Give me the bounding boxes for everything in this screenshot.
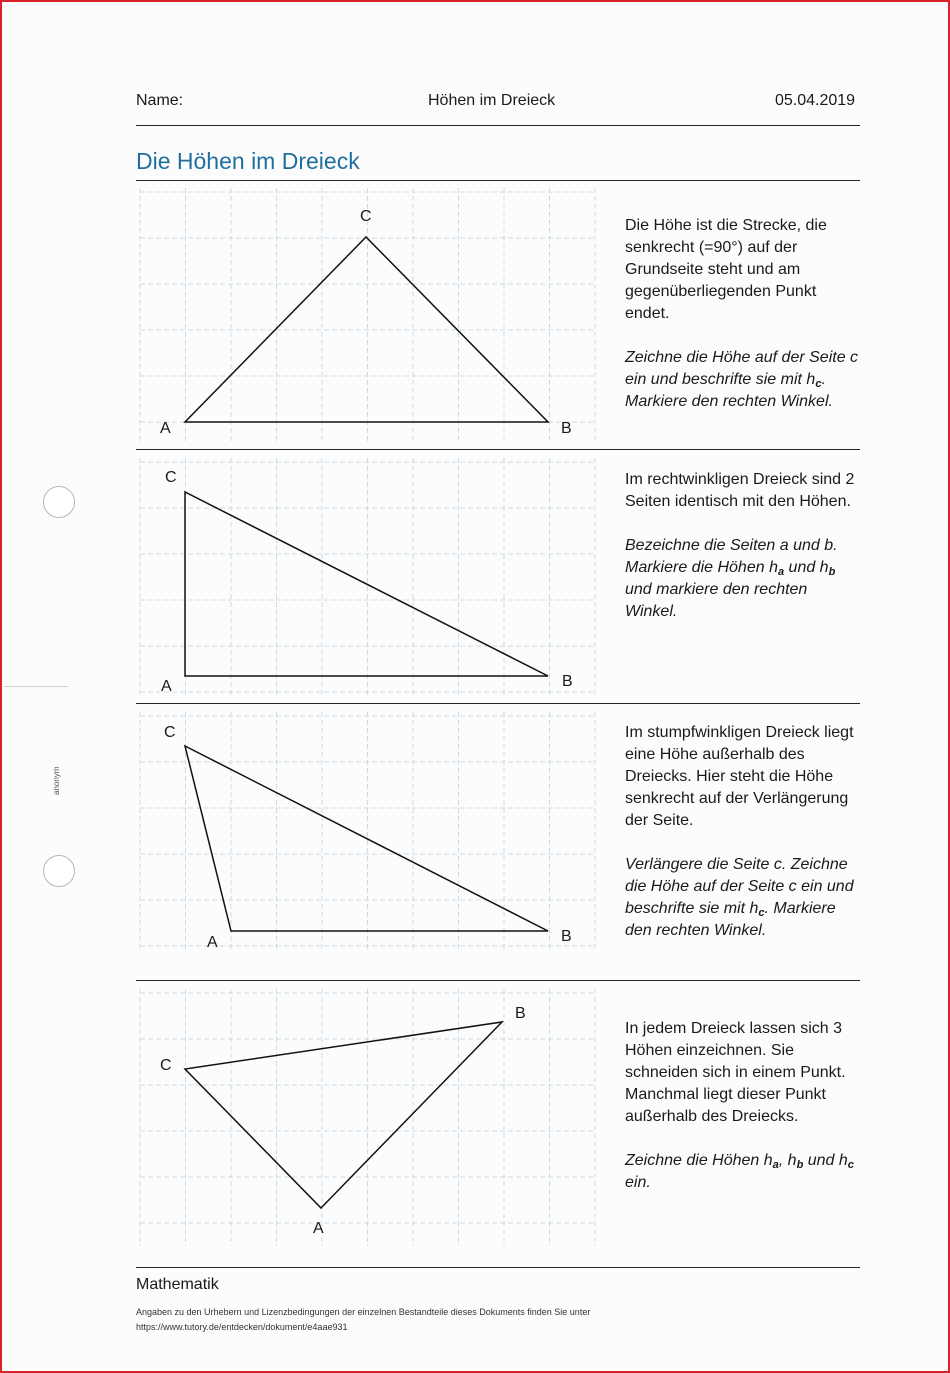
section-4-text: In jedem Dreieck lassen sich 3 Höhen einzeichnen. Sie schneiden sich in einem Punkt. Manchmal liegt dieser Punkt außerhalb des Dreiecks.	[625, 1020, 846, 1125]
header-subject-title: Höhen im Dreieck	[428, 92, 556, 109]
name-label: Name:	[136, 92, 184, 109]
section-2-text: Im rechtwinkligen Dreieck sind 2 Seiten identisch mit den Höhen.	[625, 471, 855, 510]
right-triangle-figure	[136, 454, 596, 700]
vertex-c-label: C	[160, 1057, 172, 1074]
punch-hole-top	[43, 486, 75, 518]
grid-section-3	[140, 712, 596, 950]
section-2-instruction: Bezeichne die Seiten a und b. Markiere die Höhen $h_a$ und $h_b$ und markiere den rechten Winkel.	[625, 537, 838, 620]
section-divider-2	[136, 703, 860, 704]
header-date: 05.04.2019	[775, 92, 856, 109]
footer-license-note	[136, 1305, 836, 1335]
section-1-instruction: Zeichne die Höhe auf der Seite c ein und beschrifte sie mit $h_c$. Markiere den rechten Winkel.	[625, 349, 859, 410]
vertex-b-label: B	[515, 1005, 526, 1022]
section-divider-1	[136, 449, 860, 450]
footer-divider	[136, 1267, 860, 1268]
punch-hole-bottom	[43, 855, 75, 887]
triangle-2	[185, 492, 548, 676]
vertex-a-label: A	[161, 678, 172, 695]
triangle-4	[185, 1022, 502, 1208]
vertex-c-label: C	[165, 469, 177, 486]
general-triangle-figure	[136, 985, 596, 1250]
vertex-c-label: C	[164, 724, 176, 741]
section-1-text: Die Höhe ist die Strecke, die senkrecht (=90°) auf der Grundseite steht und am gegenüberliegenden Punkt endet.	[625, 217, 827, 322]
vertex-b-label: B	[562, 673, 573, 690]
section-3-instruction: Verlängere die Seite c. Zeichne die Höhe auf der Seite c ein und beschrifte sie mit $h_c$. Markiere den rechten Winkel.	[625, 856, 854, 939]
section-3-description	[625, 722, 863, 942]
vertex-a-label: A	[160, 420, 171, 437]
vertex-a-label: A	[207, 934, 218, 951]
grid-section-2	[140, 458, 596, 696]
footer-note-url[interactable]: https://www.tutory.de/entdecken/dokument/e4aae931	[136, 1322, 348, 1332]
vertex-b-label: B	[561, 420, 572, 437]
page-title: Die Höhen im Dreieck	[136, 148, 360, 174]
vertex-a-label: A	[313, 1220, 324, 1237]
section-4-instruction: Zeichne die Höhen $h_a$, $h_b$ und $h_c$ ein.	[625, 1152, 854, 1191]
acute-triangle-figure	[136, 184, 596, 446]
grid-section-4	[140, 989, 596, 1246]
section-3-text: Im stumpfwinkligen Dreieck liegt eine Höhe außerhalb des Dreiecks. Hier steht die Höhe senkrecht auf der Verlängerung der Seite.	[625, 724, 854, 829]
section-1-description	[625, 215, 863, 413]
title-divider	[136, 180, 860, 181]
section-2-description	[625, 469, 863, 623]
section-divider-3	[136, 980, 860, 981]
vertex-c-label: C	[360, 208, 372, 225]
fold-mark	[4, 686, 68, 687]
footer-note-line-1: Angaben zu den Urhebern und Lizenzbedingungen der einzelnen Bestandteile dieses Dokuments finden Sie unter	[136, 1307, 591, 1317]
header-divider	[136, 125, 860, 126]
sidebar-label: anonym	[52, 766, 61, 795]
footer-subject: Mathematik	[136, 1276, 219, 1293]
triangle-3	[185, 746, 548, 931]
section-4-description	[625, 1018, 863, 1194]
obtuse-triangle-figure	[136, 708, 596, 954]
vertex-b-label: B	[561, 928, 572, 945]
grid-section-1	[140, 188, 596, 442]
